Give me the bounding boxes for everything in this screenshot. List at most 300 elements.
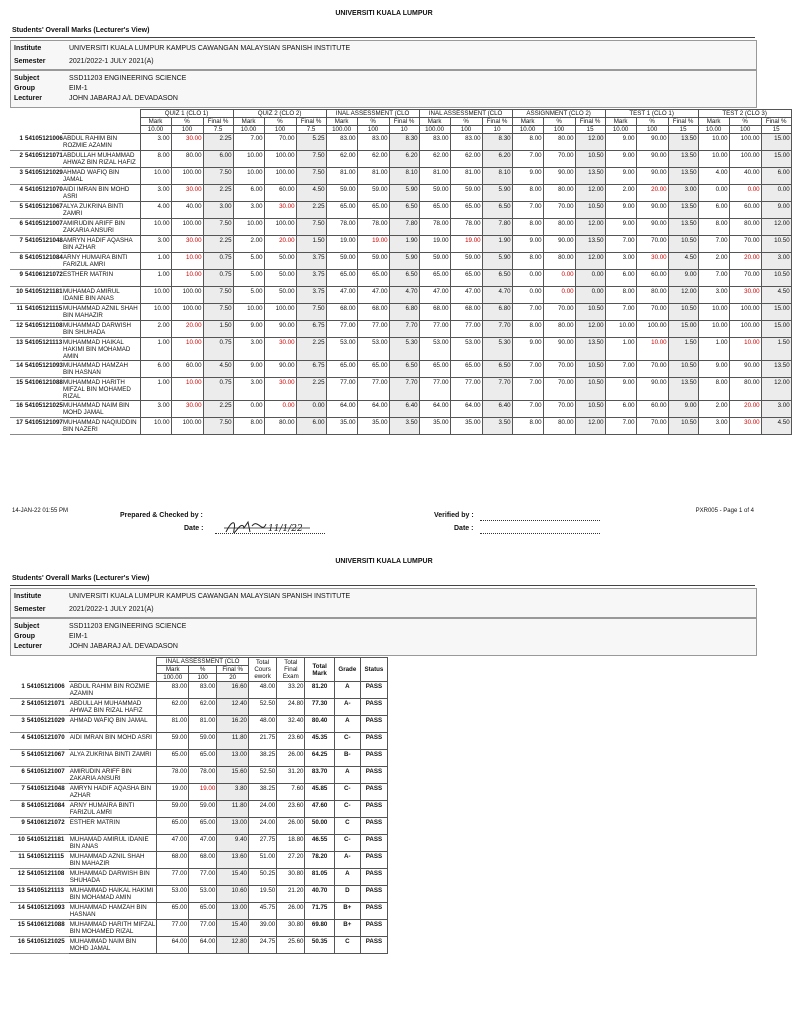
mark-cell: 10.50 [575, 378, 605, 401]
student-row [10, 236, 791, 253]
mark-cell: 50.00 [264, 270, 296, 287]
mark-cell: 10.00 [171, 338, 203, 361]
mark-cell: 65.00 [357, 361, 389, 378]
group-label-2: Group [14, 633, 35, 640]
student-name: ARNY HUMAIRA BINTI FARIZUL AMRI [69, 801, 157, 818]
sub-header: % [357, 118, 389, 126]
status: PASS [360, 852, 387, 869]
mark-cell: 40.00 [729, 168, 761, 185]
mark-cell: 9.00 [761, 202, 791, 219]
sub-header: Mark [157, 666, 189, 674]
student-row [10, 903, 388, 920]
mark-cell: 10.00 [698, 134, 729, 151]
student-name: ABDUL RAHIM BIN ROZMIE AZAMIN [62, 134, 140, 151]
mark-cell: 90.00 [543, 236, 575, 253]
mark-cell: 70.00 [543, 361, 575, 378]
status: PASS [360, 903, 387, 920]
student-row [10, 304, 791, 321]
mark-cell: 1.50 [761, 338, 791, 361]
mark-cell: 5.90 [482, 185, 512, 202]
max-value: 100 [171, 126, 203, 134]
total-mark: 69.80 [305, 920, 334, 937]
mark-cell: 8.00 [605, 287, 636, 304]
total-coursework: 39.00 [248, 920, 276, 937]
mark-cell: 10.50 [668, 236, 698, 253]
total-coursework: 51.00 [248, 852, 276, 869]
status: PASS [360, 716, 387, 733]
subject-label-2: Subject [14, 623, 40, 630]
total-coursework: 24.75 [248, 937, 276, 954]
student-row [10, 361, 791, 378]
mark-cell: 0.75 [203, 253, 233, 270]
mark-cell: 7.70 [482, 378, 512, 401]
status: PASS [360, 682, 387, 699]
assessment-group-header: INAL ASSESSMENT (CLO [419, 110, 512, 118]
final-percent: 53.00 [189, 886, 217, 903]
mark-cell: 13.50 [668, 151, 698, 168]
max-value: 10.00 [512, 126, 543, 134]
student-row [10, 886, 388, 903]
semester-label: Semester [14, 58, 46, 65]
mark-cell: 3.00 [203, 202, 233, 219]
mark-cell: 10.50 [575, 202, 605, 219]
total-coursework: 21.75 [248, 733, 276, 750]
mark-cell: 59.00 [326, 253, 357, 270]
total-mark: 45.85 [305, 784, 334, 801]
mark-cell: 70.00 [729, 236, 761, 253]
total-final-exam: 23.60 [277, 733, 305, 750]
subject-label: Subject [14, 75, 40, 82]
final-percent: 77.00 [189, 920, 217, 937]
mark-cell: 10.00 [698, 151, 729, 168]
mark-cell: 90.00 [729, 361, 761, 378]
final-weighted: 15.40 [217, 869, 249, 886]
mark-cell: 6.80 [482, 304, 512, 321]
student-row [10, 784, 388, 801]
mark-cell: 3.00 [140, 401, 171, 418]
mark-cell: 4.50 [761, 287, 791, 304]
mark-cell: 80.00 [636, 287, 668, 304]
mark-cell: 83.00 [419, 134, 450, 151]
grade: C- [334, 733, 360, 750]
student-row [10, 168, 791, 185]
mark-cell: 80.00 [543, 185, 575, 202]
mark-cell: 62.00 [326, 151, 357, 168]
student-name: MUHAMMAD AZNIL SHAH BIN MAHAZIR [69, 852, 157, 869]
mark-cell: 3.00 [668, 185, 698, 202]
mark-cell: 6.50 [389, 202, 419, 219]
mark-cell: 8.00 [140, 151, 171, 168]
mark-cell: 3.75 [296, 270, 326, 287]
mark-cell: 30.00 [636, 253, 668, 270]
mark-cell: 9.00 [605, 378, 636, 401]
final-mark: 78.00 [157, 767, 189, 784]
mark-cell: 6.00 [605, 270, 636, 287]
mark-cell: 12.00 [575, 219, 605, 236]
mark-cell: 7.00 [698, 270, 729, 287]
mark-cell: 59.00 [419, 253, 450, 270]
mark-cell: 13.50 [668, 134, 698, 151]
student-name: ABDULLAH MUHAMMAD AHWAZ BIN RIZAL HAFIZ [69, 699, 157, 716]
max-value: 100 [450, 126, 482, 134]
total-coursework: 38.25 [248, 784, 276, 801]
mark-cell: 1.00 [140, 253, 171, 270]
grade: C [334, 818, 360, 835]
institute-box-2 [10, 588, 757, 618]
mark-cell: 90.00 [636, 151, 668, 168]
mark-cell: 6.00 [698, 202, 729, 219]
student-name: MUHAMMAD HAMZAH BIN HASNAN [62, 361, 140, 378]
mark-cell: 100.00 [171, 168, 203, 185]
subject-box [10, 70, 757, 108]
max-value: 15 [761, 126, 791, 134]
row-number: 17 [16, 419, 23, 426]
status: PASS [360, 886, 387, 903]
sub-header: Mark [698, 118, 729, 126]
student-row [10, 682, 388, 699]
matric-number: 54105121006 [25, 134, 63, 142]
student-row [10, 699, 388, 716]
mark-cell: 15.00 [761, 304, 791, 321]
mark-cell: 90.00 [636, 134, 668, 151]
mark-cell: 7.50 [296, 151, 326, 168]
final-percent: 19.00 [189, 784, 217, 801]
final-mark: 64.00 [157, 937, 189, 954]
final-weighted: 13.00 [217, 903, 249, 920]
student-name: MUHAMAD AMIRUL IDANIE BIN ANAS [69, 835, 157, 852]
mark-cell: 90.00 [636, 219, 668, 236]
mark-cell: 10.00 [140, 304, 171, 321]
mark-cell: 20.00 [264, 236, 296, 253]
mark-cell: 100.00 [636, 321, 668, 338]
total-mark: 80.40 [305, 716, 334, 733]
matric-number: 54105121084 [25, 254, 63, 261]
mark-cell: 0.00 [543, 287, 575, 304]
max-value: 10 [482, 126, 512, 134]
student-row [10, 270, 791, 287]
student-name: AIDI IMRAN BIN MOHD ASRI [69, 733, 157, 750]
mark-cell: 4.70 [482, 287, 512, 304]
row-number: 15 [17, 921, 25, 928]
row-number: 9 [19, 271, 23, 278]
sub-header: % [264, 118, 296, 126]
final-weighted: 10.60 [217, 886, 249, 903]
grade: C- [334, 784, 360, 801]
matric-number: 54106121088 [25, 379, 63, 386]
status: PASS [360, 750, 387, 767]
student-row [10, 185, 791, 202]
mark-cell: 13.50 [668, 378, 698, 401]
divider [10, 37, 755, 38]
grade: A [334, 767, 360, 784]
student-row [10, 253, 791, 270]
mark-cell: 8.10 [389, 168, 419, 185]
final-percent: 65.00 [189, 750, 217, 767]
mark-cell: 9.00 [233, 321, 264, 338]
row-number: 4 [19, 186, 23, 193]
mark-cell: 10.50 [575, 361, 605, 378]
mark-cell: 3.00 [140, 236, 171, 253]
mark-cell: 19.00 [450, 236, 482, 253]
mark-cell: 9.00 [605, 134, 636, 151]
mark-cell: 80.00 [171, 151, 203, 168]
sub-header: Mark [419, 118, 450, 126]
mark-cell: 1.50 [668, 338, 698, 361]
total-mark: 46.55 [305, 835, 334, 852]
mark-cell: 6.50 [482, 361, 512, 378]
mark-cell: 8.00 [512, 253, 543, 270]
mark-cell: 70.00 [543, 151, 575, 168]
mark-cell: 20.00 [729, 253, 761, 270]
mark-cell: 2.00 [233, 236, 264, 253]
grade: B+ [334, 903, 360, 920]
student-name: ESTHER MATRIN [62, 270, 140, 287]
mark-cell: 0.75 [203, 378, 233, 401]
student-row [10, 920, 388, 937]
divider-2 [10, 585, 755, 586]
mark-cell: 10.50 [761, 270, 791, 287]
total-coursework: 52.50 [248, 699, 276, 716]
mark-cell: 0.00 [543, 270, 575, 287]
mark-cell: 9.00 [605, 151, 636, 168]
student-row [10, 219, 791, 236]
student-row [10, 134, 791, 151]
matric-number: 54105121029 [26, 717, 65, 724]
assessment-group-header: INAL ASSESSMENT (CLO [157, 658, 249, 666]
final-percent: 68.00 [189, 852, 217, 869]
marks-table-page-2 [10, 657, 388, 954]
row-number: 1 [21, 682, 25, 690]
marks-table-page-1 [10, 109, 792, 435]
mark-cell: 7.00 [605, 304, 636, 321]
mark-cell: 59.00 [326, 185, 357, 202]
subject-value: SSD11203 ENGINEERING SCIENCE [69, 75, 187, 82]
mark-cell: 3.00 [233, 338, 264, 361]
mark-cell: 10.00 [605, 321, 636, 338]
max-value: 100 [189, 674, 217, 682]
max-value: 10.00 [698, 126, 729, 134]
final-weighted: 16.20 [217, 716, 249, 733]
mark-cell: 7.70 [389, 378, 419, 401]
student-row [10, 401, 791, 418]
mark-cell: 7.00 [698, 236, 729, 253]
mark-cell: 0.00 [761, 185, 791, 202]
mark-cell: 100.00 [729, 321, 761, 338]
assessment-group-header: ASSIGNMENT (CLO 2) [512, 110, 605, 118]
subject-value-2: SSD11203 ENGINEERING SCIENCE [69, 623, 187, 630]
mark-cell: 7.50 [296, 304, 326, 321]
mark-cell: 7.00 [605, 418, 636, 435]
mark-cell: 10.00 [140, 219, 171, 236]
mark-cell: 53.00 [357, 338, 389, 361]
student-name: AMRYN HADIF AQASHA BIN AZHAR [69, 784, 157, 801]
mark-cell: 2.25 [203, 134, 233, 151]
mark-cell: 62.00 [357, 151, 389, 168]
mark-cell: 60.00 [636, 401, 668, 418]
matric-number: 54105121097 [25, 419, 63, 426]
student-name: MUHAMMAD NAQIUDDIN BIN NAZERI [62, 418, 140, 435]
mark-cell: 7.50 [203, 168, 233, 185]
mark-cell: 7.00 [233, 134, 264, 151]
final-mark: 65.00 [157, 750, 189, 767]
total-final-exam: 24.80 [277, 699, 305, 716]
final-percent: 64.00 [189, 937, 217, 954]
mark-cell: 100.00 [264, 219, 296, 236]
mark-cell: 8.30 [482, 134, 512, 151]
row-number: 11 [16, 305, 23, 312]
status: PASS [360, 818, 387, 835]
matric-number: 54105121067 [26, 751, 65, 758]
student-row [10, 869, 388, 886]
mark-cell: 2.00 [698, 401, 729, 418]
total-final-exam: 25.60 [277, 937, 305, 954]
matric-number: 54105121007 [25, 220, 63, 227]
mark-cell: 19.00 [357, 236, 389, 253]
mark-cell: 68.00 [357, 304, 389, 321]
mark-cell: 7.50 [203, 418, 233, 435]
mark-cell: 12.00 [575, 321, 605, 338]
sub-header: Final % [761, 118, 791, 126]
mark-cell: 70.00 [543, 378, 575, 401]
final-percent: 83.00 [189, 682, 217, 699]
row-number: 16 [16, 402, 23, 409]
grade: A- [334, 699, 360, 716]
mark-cell: 6.00 [761, 168, 791, 185]
student-name: AHMAD WAFIQ BIN JAMAL [69, 716, 157, 733]
status: PASS [360, 733, 387, 750]
mark-cell: 10.50 [575, 401, 605, 418]
mark-cell: 10.00 [171, 253, 203, 270]
institute-box [10, 40, 757, 70]
total-final-exam: 26.00 [277, 818, 305, 835]
mark-cell: 7.00 [512, 151, 543, 168]
mark-cell: 7.50 [296, 219, 326, 236]
mark-cell: 35.00 [419, 418, 450, 435]
mark-cell: 3.50 [389, 418, 419, 435]
mark-cell: 65.00 [326, 202, 357, 219]
assessment-group-header: QUIZ 1 (CLO 1) [140, 110, 233, 118]
mark-cell: 100.00 [171, 287, 203, 304]
max-value: 10.00 [140, 126, 171, 134]
total-mark: 45.35 [305, 733, 334, 750]
mark-cell: 12.00 [761, 378, 791, 401]
mark-cell: 6.50 [482, 202, 512, 219]
subject-box-2 [10, 618, 757, 656]
max-value: 15 [668, 126, 698, 134]
mark-cell: 13.50 [668, 219, 698, 236]
status: PASS [360, 767, 387, 784]
mark-cell: 100.00 [264, 304, 296, 321]
mark-cell: 7.00 [605, 361, 636, 378]
mark-cell: 9.00 [668, 401, 698, 418]
summary-header: Total Mark [305, 658, 334, 682]
final-weighted: 13.60 [217, 852, 249, 869]
mark-cell: 100.00 [171, 418, 203, 435]
student-name: MUHAMMAD HARITH MIFZAL BIN MOHAMED RIZAL [62, 378, 140, 401]
student-row [10, 733, 388, 750]
final-mark: 62.00 [157, 699, 189, 716]
mark-cell: 77.00 [419, 378, 450, 401]
matric-number: 54106121088 [26, 921, 65, 928]
mark-cell: 15.00 [668, 321, 698, 338]
total-coursework: 52.50 [248, 767, 276, 784]
matric-number: 54105121071 [25, 152, 63, 159]
max-value: 10.00 [233, 126, 264, 134]
university-title: UNIVERSITI KUALA LUMPUR [335, 10, 433, 17]
sub-header: Mark [233, 118, 264, 126]
row-number: 10 [16, 288, 23, 295]
mark-cell: 0.00 [264, 401, 296, 418]
max-values-row [10, 126, 791, 134]
row-number: 4 [21, 734, 25, 741]
mark-cell: 80.00 [543, 253, 575, 270]
mark-cell: 19.00 [326, 236, 357, 253]
max-value: 10.00 [605, 126, 636, 134]
mark-cell: 60.00 [171, 361, 203, 378]
matric-number: 54105121048 [26, 785, 65, 792]
mark-cell: 3.00 [698, 418, 729, 435]
mark-cell: 8.30 [389, 134, 419, 151]
mark-cell: 3.75 [296, 287, 326, 304]
mark-cell: 12.00 [575, 253, 605, 270]
student-row [10, 937, 388, 954]
mark-cell: 81.00 [419, 168, 450, 185]
final-percent: 65.00 [189, 903, 217, 920]
mark-cell: 2.00 [698, 253, 729, 270]
mark-cell: 60.00 [636, 270, 668, 287]
grade: B+ [334, 920, 360, 937]
final-weighted: 16.60 [217, 682, 249, 699]
mark-cell: 10.50 [761, 236, 791, 253]
mark-cell: 3.00 [605, 253, 636, 270]
mark-cell: 30.00 [171, 134, 203, 151]
mark-cell: 64.00 [326, 401, 357, 418]
mark-cell: 2.25 [203, 236, 233, 253]
sub-header: Final % [203, 118, 233, 126]
mark-cell: 12.00 [668, 287, 698, 304]
sub-header: Mark [326, 118, 357, 126]
sub-header: Final % [482, 118, 512, 126]
max-value: 100.00 [326, 126, 357, 134]
mark-cell: 62.00 [450, 151, 482, 168]
mark-cell: 59.00 [450, 253, 482, 270]
mark-cell: 15.00 [761, 321, 791, 338]
mark-cell: 3.00 [761, 401, 791, 418]
final-mark: 59.00 [157, 733, 189, 750]
summary-header: Total Cours ework [248, 658, 276, 682]
mark-cell: 9.00 [605, 202, 636, 219]
mark-cell: 30.00 [264, 378, 296, 401]
final-weighted: 15.40 [217, 920, 249, 937]
mark-cell: 5.00 [233, 270, 264, 287]
mark-cell: 65.00 [326, 270, 357, 287]
mark-cell: 65.00 [419, 361, 450, 378]
mark-cell: 0.75 [203, 338, 233, 361]
mark-cell: 70.00 [636, 236, 668, 253]
final-percent: 65.00 [189, 818, 217, 835]
final-mark: 59.00 [157, 801, 189, 818]
mark-cell: 77.00 [357, 378, 389, 401]
print-timestamp: 14-JAN-22 01:55 PM [12, 508, 69, 514]
mark-cell: 3.00 [140, 134, 171, 151]
verified-line [480, 514, 600, 521]
mark-cell: 83.00 [326, 134, 357, 151]
sub-header: Final % [296, 118, 326, 126]
final-percent: 77.00 [189, 869, 217, 886]
mark-cell: 6.50 [389, 361, 419, 378]
student-name: MUHAMMAD NAIM BIN MOHD JAMAL [69, 937, 157, 954]
matric-number: 54105121070 [26, 734, 65, 741]
